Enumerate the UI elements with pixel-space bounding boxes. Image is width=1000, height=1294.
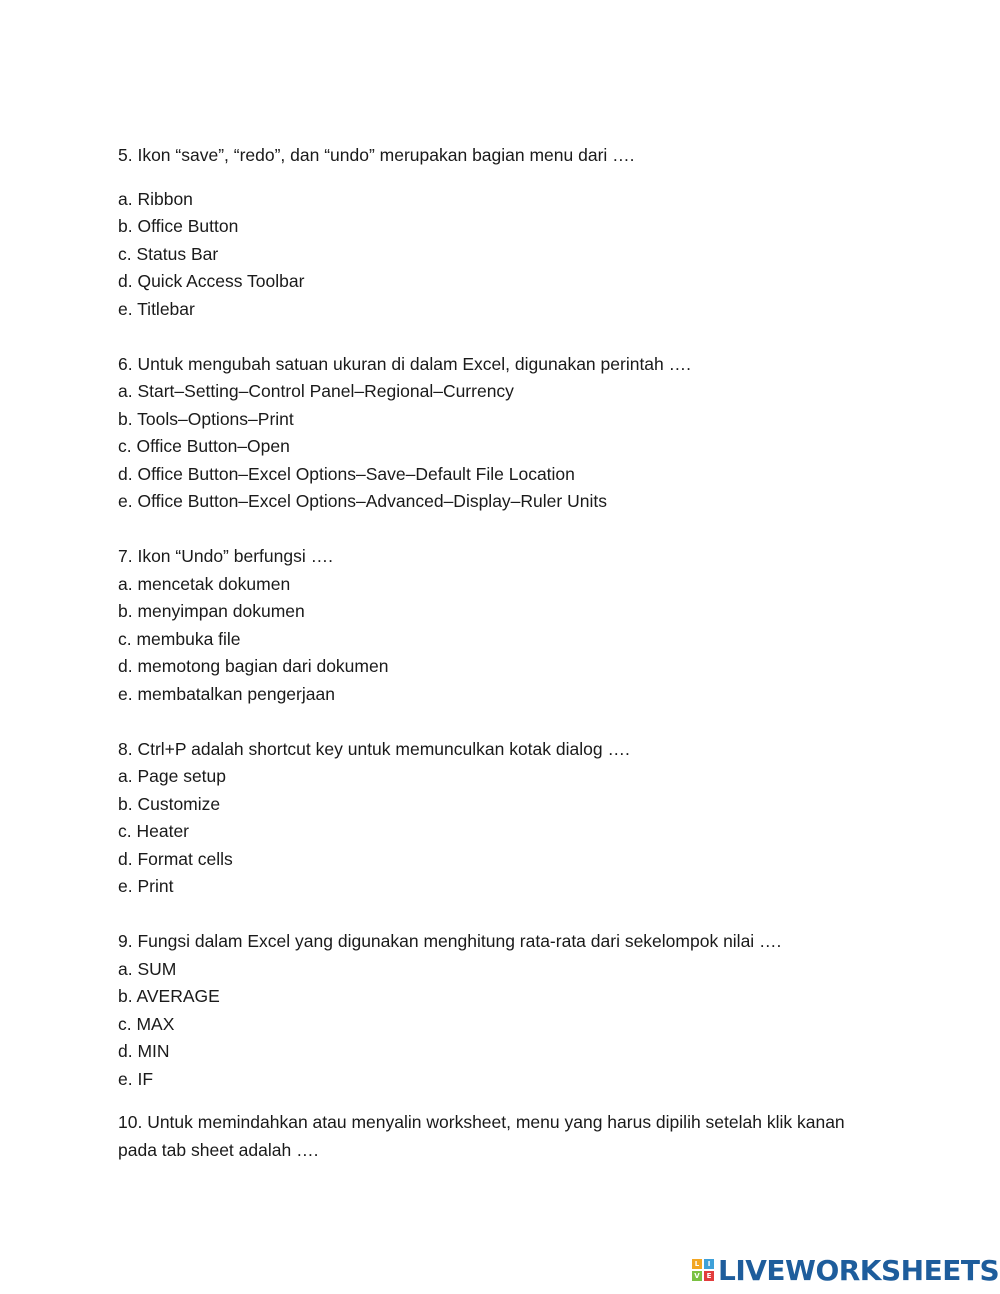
logo-block: E bbox=[704, 1271, 714, 1281]
logo-text: LIVEWORKSHEETS bbox=[718, 1253, 1000, 1287]
question-title: 9. Fungsi dalam Excel yang digunakan menghitung rata-rata dari sekelompok nilai …. bbox=[118, 931, 782, 951]
option-c: c. Office Button–Open bbox=[118, 436, 290, 456]
question-title: 8. Ctrl+P adalah shortcut key untuk memunculkan kotak dialog …. bbox=[118, 738, 630, 759]
option-c: c. MAX bbox=[118, 1013, 175, 1034]
option-a: a. Page setup bbox=[118, 766, 226, 786]
logo-blocks-icon bbox=[692, 1259, 714, 1281]
logo-block: V bbox=[692, 1271, 702, 1281]
question-6 bbox=[118, 351, 898, 516]
option-d: d. Format cells bbox=[118, 848, 233, 869]
option-b: b. Office Button bbox=[118, 216, 239, 236]
question-title: 5. Ikon “save”, “redo”, dan “undo” merupakan bagian menu dari …. bbox=[118, 145, 635, 165]
logo-block: I bbox=[704, 1259, 714, 1269]
option-e: e. Titlebar bbox=[118, 298, 195, 319]
option-e: e. membatalkan pengerjaan bbox=[118, 683, 335, 704]
option-e: e. Office Button–Excel Options–Advanced–Display–Ruler Units bbox=[118, 491, 607, 511]
option-e: e. IF bbox=[118, 1068, 154, 1089]
option-e: e. Print bbox=[118, 876, 174, 896]
question-title: 10. Untuk memindahkan atau menyalin worksheet, menu yang harus dipilih setelah klik kanan pada tab sheet adalah …. bbox=[118, 1112, 845, 1160]
option-a: a. SUM bbox=[118, 958, 177, 979]
option-d: d. Quick Access Toolbar bbox=[118, 271, 305, 291]
option-b: b. Tools–Options–Print bbox=[118, 408, 294, 429]
question-5 bbox=[118, 142, 898, 323]
option-c: c. Status Bar bbox=[118, 243, 219, 264]
question-title: 7. Ikon “Undo” berfungsi …. bbox=[118, 546, 333, 566]
option-c: c. membuka file bbox=[118, 628, 241, 649]
option-a: a. mencetak dokumen bbox=[118, 573, 291, 594]
question-title: 6. Untuk mengubah satuan ukuran di dalam Excel, digunakan perintah …. bbox=[118, 353, 691, 374]
option-b: b. Customize bbox=[118, 793, 221, 814]
option-a: a. Ribbon bbox=[118, 188, 193, 209]
logo-block: L bbox=[692, 1259, 702, 1269]
question-8 bbox=[118, 736, 898, 901]
option-d: d. Office Button–Excel Options–Save–Default File Location bbox=[118, 463, 575, 484]
option-c: c. Heater bbox=[118, 821, 189, 841]
question-9 bbox=[118, 928, 898, 1093]
option-d: d. memotong bagian dari dokumen bbox=[118, 656, 389, 676]
worksheet-page bbox=[118, 142, 898, 1164]
option-a: a. Start–Setting–Control Panel–Regional–Currency bbox=[118, 381, 514, 401]
option-d: d. MIN bbox=[118, 1041, 170, 1061]
question-10 bbox=[118, 1109, 898, 1164]
question-7 bbox=[118, 543, 898, 708]
option-b: b. menyimpan dokumen bbox=[118, 601, 305, 621]
option-b: b. AVERAGE bbox=[118, 986, 220, 1006]
liveworksheets-logo bbox=[692, 1253, 999, 1287]
